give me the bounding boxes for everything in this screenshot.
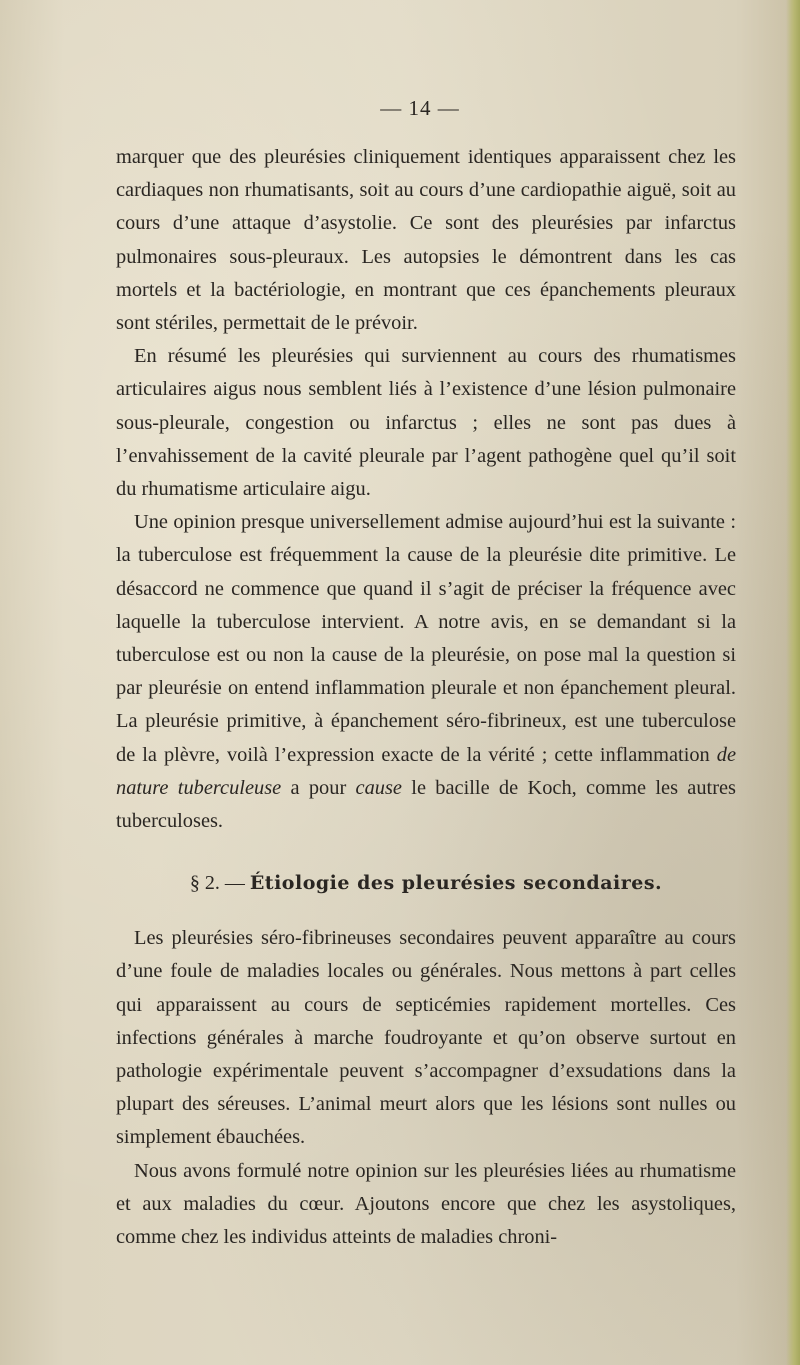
paragraph-3 — [116, 506, 736, 838]
paragraph-2: En résumé les pleurésies qui surviennent au cours des rhumatismes articulaires aigus nous semblent liés à l’existence d’une lésion pulmonaire sous-pleurale, congestion ou infarctus ; elles ne sont pas dues à l’envahissement de la cavité pleurale par l’agent pathogène quel qu’il soit du rhumatisme articulaire aigu. — [116, 345, 736, 501]
section-heading — [116, 870, 736, 896]
paragraph-5: Nous avons formulé notre opinion sur les pleurésies liées au rhumatisme et aux maladies du cœur. Ajoutons encore que chez les asystoliques, comme chez les individus atteints de maladies chroni- — [116, 1159, 736, 1249]
paragraph-1: marquer que des pleurésies cliniquement identiques apparaissent chez les cardiaques non rhumatisants, soit au cours d’une cardiopathie aiguë, soit au cours d’une attaque d’asystolie. Ce sont des pleurésies par infarctus pulmonaires sous-pleuraux. Les autopsies le démontrent dans les cas mortels et la bactériologie, en montrant que ces épanchements pleuraux sont stériles, permettait de le prévoir. — [116, 146, 736, 335]
paragraph-3-text-a: Une opinion presque universellement admise aujourd’hui est la suivante : la tuberculose est fréquemment la cause de la pleurésie dite primitive. Le désaccord ne commence que quand il s’agit de préciser la fréquence avec laquelle la tuberculose intervient. A notre avis, en se demandant si la tuberculose est ou non la cause de la pleurésie, on pose mal la question si par pleurésie on entend inflammation pleurale et non épanchement pleural. La pleurésie primitive, à épanchement séro-fibrineux, est une tuberculose de la plèvre, voilà l’expression exacte de la vérité ; cette inflammation — [116, 511, 736, 766]
section-number: § 2. — — [189, 872, 250, 895]
page-number: — 14 — — [380, 96, 460, 120]
paragraph-3-text-c: le bacille de Koch, comme les autres tuberculoses. — [116, 776, 736, 833]
paragraph-4: Les pleurésies séro-fibrineuses secondaires peuvent apparaître au cours d’une foule de maladies locales ou générales. Nous mettons à part celles qui apparaissent au cours de septicémies rapidement mortelles. Ces infections générales à marche foudroyante et qu’on observe surtout en pathologie expérimentale peuvent s’accompagner d’exsudations dans la plupart des séreuses. L’animal meurt alors que les lésions sont nulles ou simplement ébauchées. — [116, 927, 736, 1149]
page-edge — [786, 0, 800, 1365]
paragraph-3-text-b: a pour — [281, 776, 356, 799]
body-text — [116, 141, 736, 1254]
paragraph-3-italic-a: de nature tuberculeuse — [116, 743, 736, 799]
section-title: Étiologie des pleurésies secondaires. — [249, 872, 663, 895]
paragraph-3-italic-b: cause — [355, 776, 402, 799]
